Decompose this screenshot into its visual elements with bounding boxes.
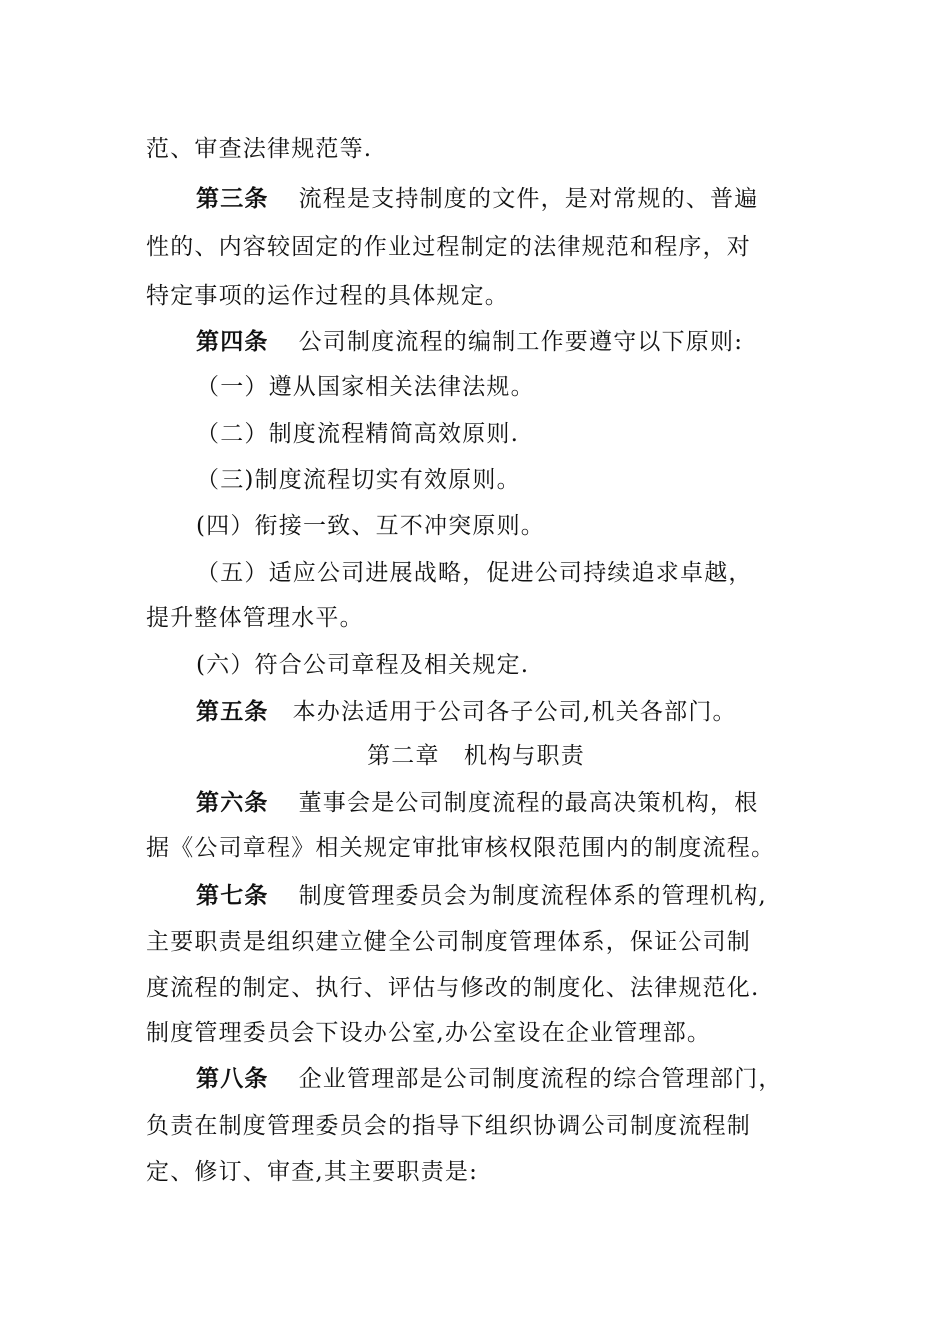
article-label: 第五条 xyxy=(196,698,269,725)
line-text: （三)制度流程切实有效原则。 xyxy=(196,467,521,493)
article-6 xyxy=(196,788,816,818)
article-text: 制度管理委员会为制度流程体系的管理机构, xyxy=(298,883,767,909)
line-text: 制度管理委员会下设办公室,办公室设在企业管理部。 xyxy=(146,1020,712,1046)
line-text: 负责在制度管理委员会的指导下组织协调公司制度流程制 xyxy=(146,1113,751,1139)
text-line xyxy=(146,1111,816,1141)
list-item xyxy=(196,650,816,680)
article-3 xyxy=(196,184,816,214)
article-label: 第四条 xyxy=(196,328,269,355)
article-text: 董事会是公司制度流程的最高决策机构，根 xyxy=(298,790,759,816)
text-line xyxy=(146,1157,816,1187)
article-5 xyxy=(196,697,816,727)
list-item xyxy=(196,419,816,449)
article-label: 第六条 xyxy=(196,789,269,816)
text-line xyxy=(146,973,816,1003)
text-line xyxy=(146,833,816,863)
article-text: 流程是支持制度的文件，是对常规的、普遍 xyxy=(298,186,759,212)
chapter-heading xyxy=(146,741,806,771)
line-text: 定、修订、审查,其主要职责是: xyxy=(146,1159,479,1185)
article-text: 公司制度流程的编制工作要遵守以下原则: xyxy=(298,329,744,355)
article-8 xyxy=(196,1064,816,1094)
line-text: 据《公司章程》相关规定审批审核权限范围内的制度流程。 xyxy=(146,835,776,861)
line-text: 度流程的制定、执行、评估与修改的制度化、法律规范化. xyxy=(146,975,760,1001)
article-label: 第三条 xyxy=(196,185,269,212)
chapter-title: 第二章 机构与职责 xyxy=(367,743,585,769)
article-text: 本办法适用于公司各子公司,机关各部门。 xyxy=(292,699,737,725)
line-text: 性的、内容较固定的作业过程制定的法律规范和程序，对 xyxy=(146,234,751,260)
text-line xyxy=(146,281,816,311)
line-text: (四）衔接一致、互不冲突原则。 xyxy=(196,513,545,539)
text-line xyxy=(146,603,816,633)
line-text: (六）符合公司章程及相关规定. xyxy=(196,652,530,678)
article-label: 第七条 xyxy=(196,882,269,909)
line-text: 范、审查法律规范等. xyxy=(146,136,373,162)
article-text: 企业管理部是公司制度流程的综合管理部门， xyxy=(298,1066,783,1092)
text-line xyxy=(146,927,816,957)
article-label: 第八条 xyxy=(196,1065,269,1092)
list-item xyxy=(196,465,816,495)
text-line xyxy=(146,232,816,262)
list-item xyxy=(196,372,816,402)
article-7 xyxy=(196,881,816,911)
list-item xyxy=(196,558,816,588)
line-text: （五）适应公司进展战略，促进公司持续追求卓越， xyxy=(196,560,753,586)
line-text: 主要职责是组织建立健全公司制度管理体系，保证公司制 xyxy=(146,929,751,955)
text-line xyxy=(146,1018,816,1048)
line-text: （一）遵从国家相关法律法规。 xyxy=(196,374,535,400)
list-item xyxy=(196,511,816,541)
text-line xyxy=(146,134,816,164)
line-text: 提升整体管理水平。 xyxy=(146,605,364,631)
line-text: （二）制度流程精简高效原则. xyxy=(196,421,520,447)
line-text: 特定事项的运作过程的具体规定。 xyxy=(146,283,509,309)
article-4 xyxy=(196,327,816,357)
